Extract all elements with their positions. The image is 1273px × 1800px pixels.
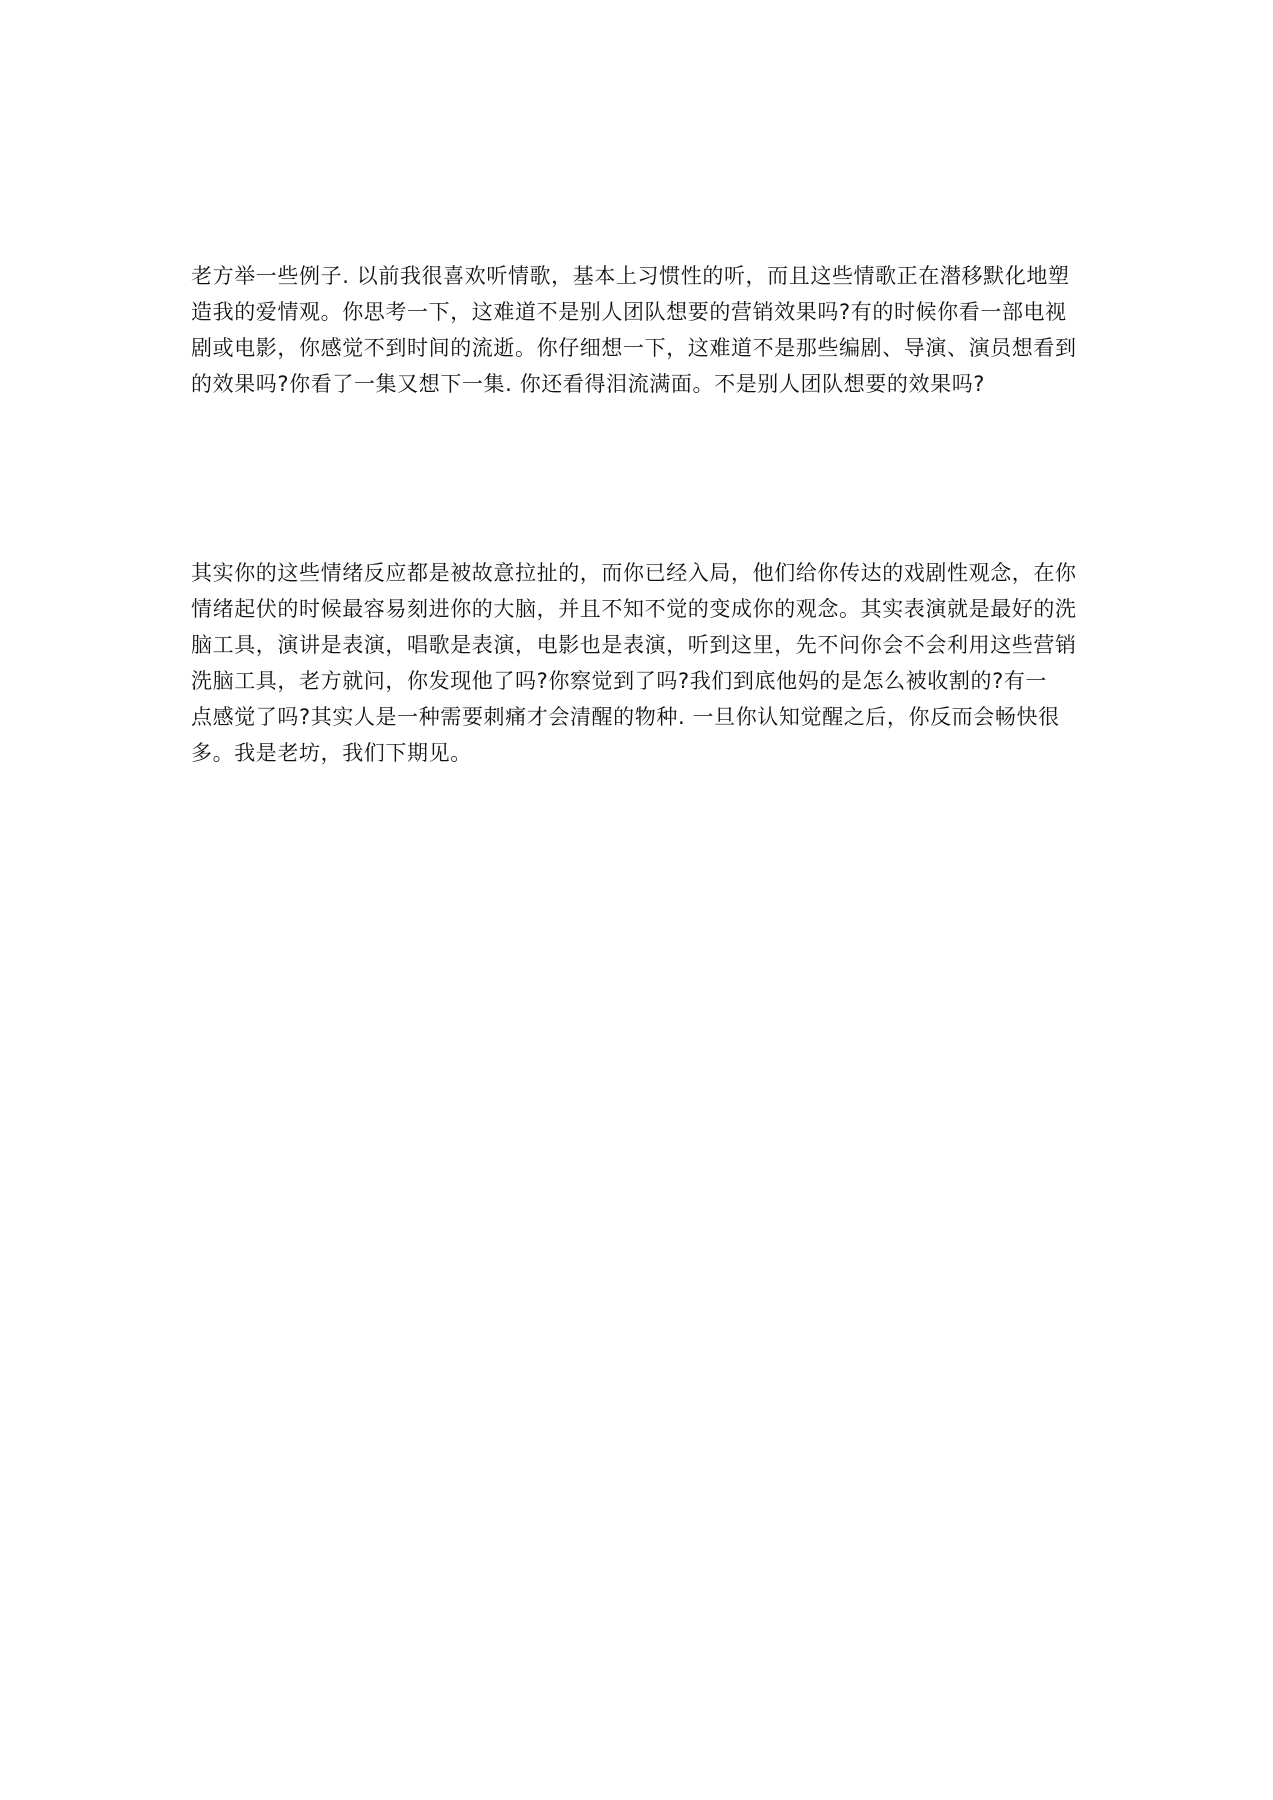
paragraph-1-line-3: 剧或电影，你感觉不到时间的流逝。你仔细想一下，这难道不是那些编剧、导演、演员想看到 xyxy=(191,336,1077,360)
paragraph-1-line-2: 造我的爱情观。你思考一下，这难道不是别人团队想要的营销效果吗?有的时候你看一部电视 xyxy=(191,300,1067,324)
paragraph-2-line-6: 多。我是老坊，我们下期见。 xyxy=(191,741,472,765)
paragraph-1 xyxy=(191,258,1091,402)
paragraph-2-line-3: 脑工具，演讲是表演，唱歌是表演，电影也是表演，听到这里，先不问你会不会利用这些营销 xyxy=(191,633,1077,657)
paragraph-2-line-5: 点感觉了吗?其实人是一种需要刺痛才会清醒的物种. 一旦你认知觉醒之后，你反而会畅快很 xyxy=(191,705,1060,729)
paragraph-2 xyxy=(191,555,1091,771)
paragraph-2-line-1: 其实你的这些情绪反应都是被故意拉扯的，而你已经入局，他们给你传达的戏剧性观念，在你 xyxy=(191,561,1077,585)
paragraph-1-line-1: 老方举一些例子. 以前我很喜欢听情歌，基本上习惯性的听，而且这些情歌正在潜移默化地塑 xyxy=(191,264,1070,288)
paragraph-2-line-4: 洗脑工具，老方就问，你发现他了吗?你察觉到了吗?我们到底他妈的是怎么被收割的?有一 xyxy=(191,669,1048,693)
paragraph-2-line-2: 情绪起伏的时候最容易刻进你的大脑，并且不知不觉的变成你的观念。其实表演就是最好的洗 xyxy=(191,597,1077,621)
paragraph-1-line-4: 的效果吗?你看了一集又想下一集. 你还看得泪流满面。不是别人团队想要的效果吗? xyxy=(191,372,986,396)
